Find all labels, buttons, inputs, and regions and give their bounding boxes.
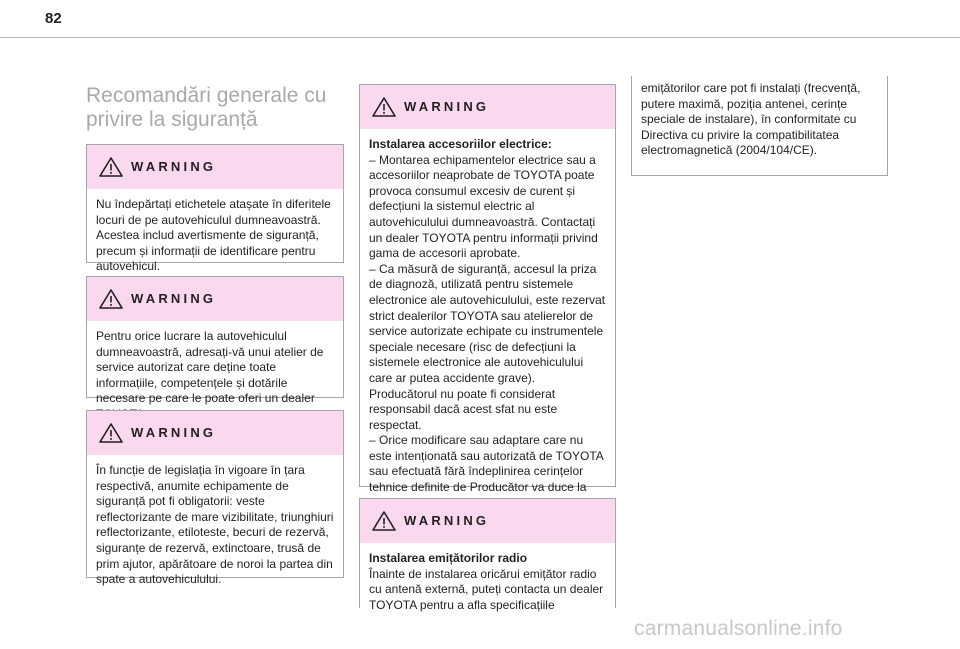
- warning-paragraph: – Ca măsură de siguranță, accesul la priza de diagnoză, utilizată pentru sistemele electronice ale autovehiculului, este rezervat strict dealerilor TOYOTA sau atelierelor de service autorizate echipate cu instrumentele speciale necesare (risc de defecțiuni la sistemele electronice ale autovehiculului care ar putea accidente grave). Producătorul nu poate fi considerat responsabil dacă acest sfat nu este respectat.: [369, 261, 606, 432]
- watermark: carmanualsonline.info: [634, 617, 843, 640]
- warning-paragraph: Înainte de instalarea oricărui emițător radio cu antenă externă, puteți contacta un dealer TOYOTA pentru a afla specificațiile: [369, 566, 604, 612]
- warning-triangle-icon: [99, 289, 123, 309]
- warning-header: [360, 499, 615, 543]
- warning-box-continuation: [631, 76, 888, 176]
- warning-heading: Instalarea emițătorilor radio: [369, 551, 528, 565]
- warning-triangle-icon: [99, 423, 123, 443]
- warning-box-electrical: [359, 84, 616, 495]
- warning-paragraph: emițătorilor care pot fi instalați (frecvență, putere maximă, poziția antenei, cerințe speciale de instalare), în conformitate cu Directiva cu privire la compatibilitatea electromagnetică (2004/104/CE).: [641, 81, 861, 158]
- warning-label: WARNING: [131, 425, 217, 440]
- warning-header: [87, 145, 343, 189]
- warning-triangle-icon: [372, 97, 396, 117]
- warning-box-radio: [359, 498, 616, 612]
- header-divider: [0, 37, 960, 38]
- warning-triangle-icon: [99, 157, 123, 177]
- warning-text: Pentru orice lucrare la autovehiculul dumneavoastră, adresați-vă unui atelier de service autorizat care deține toate informațiile, competențele și dotările necesare pe care le poate oferi un dealer: [96, 329, 324, 406]
- warning-header: [87, 411, 343, 455]
- section-title: Recomandări generale cu privire la siguranță: [86, 84, 327, 131]
- warning-text: În funcție de legislația în vigoare în țara respectivă, anumite echipamente de siguranță pot fi obligatorii: veste reflectorizante de mare vizibilitate, triunghiuri reflectorizante, etiloteste, becuri de rezervă, siguranțe de rezervă, extinctoare, trusă de prim ajutor, apărătoare de noroi la partea din spate a autovehiculului.: [96, 463, 334, 587]
- warning-paragraph: – Orice modificare sau adaptare care nu este intenționată sau autorizată de TOYOTA sau efectuată fără îndeplinirea cerințelor tehnice definite de Producător va duce la: [369, 433, 604, 495]
- warning-triangle-icon: [372, 511, 396, 531]
- warning-paragraph: – Montarea echipamentelor electrice sau a accesoriilor neaprobate de TOYOTA poate provoca consumul excesiv de curent și defecțiuni la sistemul electric al autovehiculului dumneavoastră. Contactați un dealer TOYOTA pentru informații privind gama de accesorii aprobate.: [369, 152, 598, 261]
- warning-heading: Instalarea accesoriilor electrice:: [369, 137, 552, 151]
- page-number: 82: [45, 10, 62, 27]
- warning-label: WARNING: [131, 159, 217, 174]
- warning-label: WARNING: [404, 513, 490, 528]
- warning-label: WARNING: [131, 291, 217, 306]
- warning-box-service: [86, 276, 344, 406]
- warning-header: [360, 85, 615, 129]
- warning-label: WARNING: [404, 99, 490, 114]
- warning-box-labels: [86, 144, 344, 274]
- warning-header: [87, 277, 343, 321]
- warning-box-equipment: [86, 410, 344, 587]
- warning-text: Nu îndepărtați etichetele atașate în diferitele locuri de pe autovehiculul dumneavoastră. Acestea includ avertismente de siguranță, precum și informații de identificare pentru autovehicul.: [96, 197, 331, 274]
